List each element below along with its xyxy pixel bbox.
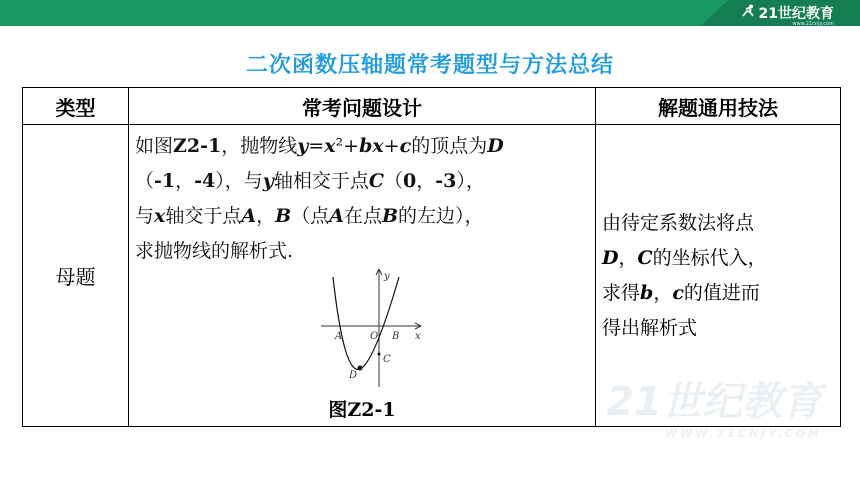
question-line <box>135 234 589 269</box>
bold-number: -3 <box>435 170 457 192</box>
text-segment: 轴相交于点 <box>273 170 369 192</box>
text-segment: = <box>308 135 325 157</box>
method-line <box>602 241 840 276</box>
bold-number: -1 <box>154 170 176 192</box>
point-c <box>378 353 381 356</box>
text-segment: 的值进而 <box>683 281 760 304</box>
type-cell: 母题 <box>23 125 129 427</box>
math-variable: B <box>275 205 292 227</box>
axis-label-x: x <box>415 331 421 342</box>
text-segment: （ <box>383 170 403 192</box>
watermark-logo <box>606 370 822 440</box>
vertex-point <box>358 366 363 371</box>
label-b: B <box>392 331 400 342</box>
watermark-url: WWW.21CNJY.COM <box>665 427 822 440</box>
math-variable: y <box>297 135 309 157</box>
question-line <box>135 199 589 234</box>
text-segment: （ <box>135 170 155 192</box>
math-variable: c <box>672 281 684 304</box>
label-c: C <box>383 354 391 365</box>
column-header-type: 类型 <box>23 88 129 125</box>
parabola-graph <box>129 269 596 389</box>
question-line <box>135 164 589 199</box>
text-segment: + <box>383 135 400 157</box>
axis-label-y: y <box>384 271 390 282</box>
math-variable: A <box>241 205 257 227</box>
method-line <box>602 276 840 311</box>
text-segment: ，抛物线 <box>221 135 298 157</box>
text-segment: ），与 <box>215 170 263 192</box>
math-variable: c <box>399 135 412 157</box>
text-segment: 的顶点为 <box>411 135 488 157</box>
text-segment: 的坐标代入， <box>652 246 767 269</box>
text-segment: ， <box>175 170 195 192</box>
text-segment: 求得 <box>602 281 641 304</box>
math-variable: A <box>329 205 344 227</box>
runner-icon <box>740 4 756 22</box>
math-variable: b <box>640 281 654 304</box>
label-o: O <box>370 331 379 342</box>
bold-number: 0 <box>402 170 417 192</box>
math-variable: x <box>154 205 166 227</box>
column-header-question: 常考问题设计 <box>129 88 596 125</box>
page-title: 二次函数压轴题常考题型与方法总结 <box>245 53 614 78</box>
text-segment: ， <box>256 205 276 227</box>
question-cell <box>129 125 596 427</box>
label-a: A <box>335 331 343 342</box>
text-segment: ²+ <box>335 135 360 157</box>
question-text <box>129 125 595 269</box>
watermark-text: 21世纪教育 <box>606 379 822 425</box>
math-variable: C <box>368 170 384 192</box>
label-d: D <box>349 370 358 381</box>
text-segment: ， <box>416 170 436 192</box>
math-variable: C <box>637 246 653 269</box>
math-variable: x <box>324 135 336 157</box>
text-segment: 由待定系数法将点 <box>602 211 755 234</box>
logo-url: www.21cnjy.com <box>792 21 834 27</box>
parabola-figure <box>129 269 595 389</box>
method-line <box>602 311 840 346</box>
text-segment: （点 <box>291 205 330 227</box>
text-segment: 在点 <box>343 205 382 227</box>
header-bar <box>0 0 860 26</box>
figure-caption: 图Z2-1 <box>328 399 396 421</box>
text-segment: ）， <box>456 170 485 192</box>
bold-number: Z2-1 <box>173 135 222 157</box>
math-variable: D <box>602 246 619 269</box>
math-variable: B <box>381 205 399 227</box>
math-variable: y <box>262 170 274 192</box>
text-segment: 如图 <box>135 135 174 157</box>
bold-number: -4 <box>194 170 216 192</box>
brand-logo[interactable] <box>740 3 834 27</box>
math-variable: D <box>487 135 504 157</box>
method-text <box>602 206 840 346</box>
text-segment: ， <box>618 246 638 269</box>
text-segment: 的左边）， <box>398 205 484 227</box>
method-line <box>602 206 840 241</box>
table-header-row <box>23 88 841 125</box>
column-header-method: 解题通用技法 <box>596 88 841 125</box>
text-segment: 求抛物线的解析式. <box>135 240 294 262</box>
text-segment: 与 <box>135 205 155 227</box>
question-line <box>135 129 589 164</box>
math-variable: bx <box>359 135 384 157</box>
logo-text: 21世纪教育 <box>758 6 834 22</box>
text-segment: 轴交于点 <box>165 205 242 227</box>
text-segment: ， <box>653 281 673 304</box>
text-segment: 得出解析式 <box>602 316 698 339</box>
